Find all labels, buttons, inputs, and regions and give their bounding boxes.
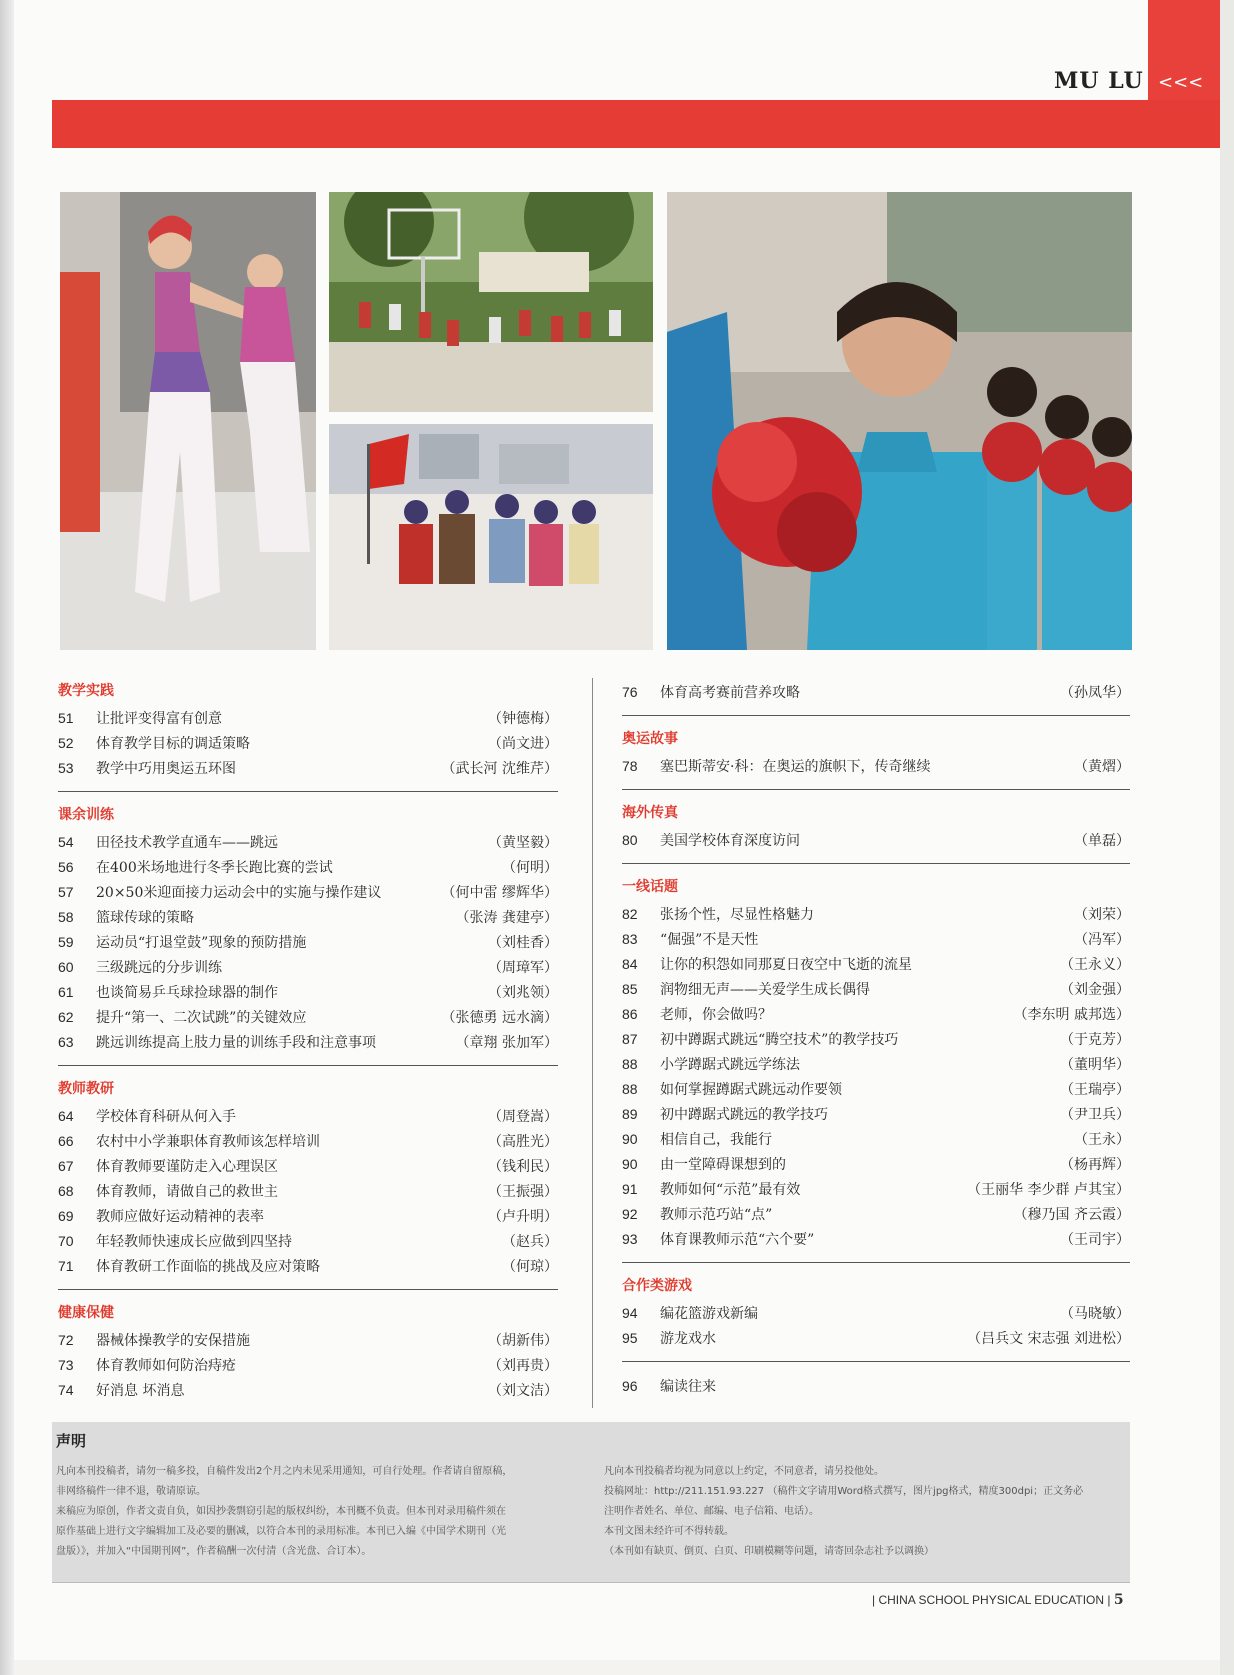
toc-page-number: 56 bbox=[58, 859, 74, 875]
toc-page-number: 58 bbox=[58, 909, 74, 925]
page-edge bbox=[1220, 0, 1234, 1675]
notice-line: 非网络稿件一律不退，敬请原谅。 bbox=[56, 1486, 206, 1497]
toc-title: 小学蹲踞式跳远学练法 bbox=[660, 1057, 800, 1073]
toc-title: 体育课教师示范“六个要” bbox=[660, 1232, 815, 1248]
toc-page-number: 89 bbox=[622, 1106, 638, 1122]
toc-page-number: 88 bbox=[622, 1056, 638, 1072]
toc-entry[interactable] bbox=[58, 855, 558, 880]
toc-title: 年轻教师快速成长应做到四坚持 bbox=[96, 1234, 292, 1250]
toc-entry[interactable] bbox=[622, 1177, 1130, 1202]
toc-title: 器械体操教学的安保措施 bbox=[96, 1333, 250, 1349]
toc-title: 好消息 坏消息 bbox=[96, 1383, 185, 1399]
toc-author: （胡新伟） bbox=[488, 1333, 558, 1349]
toc-entry[interactable] bbox=[58, 930, 558, 955]
toc-title: 体育教师要谨防走入心理误区 bbox=[96, 1159, 278, 1175]
toc-title: 篮球传球的策略 bbox=[96, 910, 194, 926]
toc-page-number: 80 bbox=[622, 832, 638, 848]
toc-page-number: 59 bbox=[58, 934, 74, 950]
toc-author: （何琼） bbox=[502, 1259, 558, 1275]
toc-entry[interactable] bbox=[622, 1052, 1130, 1077]
toc-author: （何明） bbox=[502, 860, 558, 876]
toc-entry[interactable] bbox=[622, 1127, 1130, 1152]
toc-title: 老师，你会做吗？ bbox=[660, 1007, 772, 1023]
toc-author: （钱利民） bbox=[488, 1159, 558, 1175]
section-title: 一线话题 bbox=[622, 879, 678, 895]
section-rule bbox=[622, 1361, 1130, 1362]
toc-entry[interactable] bbox=[58, 980, 558, 1005]
toc-author: （马晓敏） bbox=[1060, 1306, 1130, 1322]
toc-author: （周登嵩） bbox=[488, 1109, 558, 1125]
toc-page-number: 95 bbox=[622, 1330, 638, 1346]
toc-page-number: 83 bbox=[622, 931, 638, 947]
toc-page-number: 68 bbox=[58, 1183, 74, 1199]
toc-author: （吕兵文 宋志强 刘进松） bbox=[967, 1331, 1130, 1347]
toc-author: （刘再贵） bbox=[488, 1358, 558, 1374]
toc-author: （王振强） bbox=[488, 1184, 558, 1200]
toc-author: （赵兵） bbox=[502, 1234, 558, 1250]
toc-entry[interactable] bbox=[622, 927, 1130, 952]
section-title: 教师教研 bbox=[58, 1081, 114, 1097]
notice-line: 投稿网址：http://211.151.93.227 （稿件文字请用Word格式撰写，图片jpg格式，精度300dpi；正文务必 bbox=[604, 1486, 1084, 1497]
toc-author: （刘文洁） bbox=[488, 1383, 558, 1399]
toc-title: 张扬个性，尽显性格魅力 bbox=[660, 907, 814, 923]
toc-entry[interactable] bbox=[58, 731, 558, 756]
toc-author: （武长河 沈维芹） bbox=[441, 761, 558, 777]
toc-title: 编花篮游戏新编 bbox=[660, 1306, 758, 1322]
toc-title: 如何掌握蹲踞式跳远动作要领 bbox=[660, 1082, 842, 1098]
toc-entry[interactable] bbox=[622, 680, 1130, 705]
toc-entry[interactable] bbox=[58, 1104, 558, 1129]
toc-page-number: 84 bbox=[622, 956, 638, 972]
toc-page-number: 93 bbox=[622, 1231, 638, 1247]
photo-dancers bbox=[60, 192, 316, 650]
notice-left-text bbox=[56, 1462, 576, 1562]
toc-page-number: 63 bbox=[58, 1034, 74, 1050]
toc-author: （钟德梅） bbox=[488, 711, 558, 727]
toc-left-column bbox=[58, 680, 558, 1403]
toc-author: （张涛 龚建亭） bbox=[455, 910, 558, 926]
header-red-bar bbox=[52, 100, 1220, 148]
toc-author: （董明华） bbox=[1060, 1057, 1130, 1073]
toc-entry[interactable] bbox=[58, 1204, 558, 1229]
toc-page-number: 86 bbox=[622, 1006, 638, 1022]
toc-page-number: 96 bbox=[622, 1378, 638, 1394]
section-rule bbox=[622, 789, 1130, 790]
toc-page-number: 85 bbox=[622, 981, 638, 997]
toc-entry[interactable] bbox=[622, 828, 1130, 853]
toc-page-number: 72 bbox=[58, 1332, 74, 1348]
footer-rule bbox=[52, 1582, 1130, 1583]
toc-page-number: 82 bbox=[622, 906, 638, 922]
toc-page-number: 70 bbox=[58, 1233, 74, 1249]
toc-title: 三级跳远的分步训练 bbox=[96, 960, 222, 976]
toc-page-number: 57 bbox=[58, 884, 74, 900]
toc-page-number: 94 bbox=[622, 1305, 638, 1321]
toc-author: （刘兆领） bbox=[488, 985, 558, 1001]
toc-entry[interactable] bbox=[622, 1002, 1130, 1027]
toc-author: （冯军） bbox=[1074, 932, 1130, 948]
notice-line: 来稿应为原创，作者文责自负，如因抄袭剽窃引起的版权纠纷，本刊概不负责。但本刊对录用稿件须在 bbox=[56, 1506, 506, 1517]
photo-basketball bbox=[329, 192, 653, 412]
toc-author: （刘桂香） bbox=[488, 935, 558, 951]
toc-entry[interactable] bbox=[622, 1326, 1130, 1351]
toc-page-number: 64 bbox=[58, 1108, 74, 1124]
toc-entry[interactable] bbox=[58, 905, 558, 930]
toc-entry[interactable] bbox=[58, 1179, 558, 1204]
toc-author: （周璋军） bbox=[488, 960, 558, 976]
toc-page-number: 52 bbox=[58, 735, 74, 751]
toc-entry[interactable] bbox=[58, 1129, 558, 1154]
toc-page-number: 67 bbox=[58, 1158, 74, 1174]
section-rule bbox=[58, 1289, 558, 1290]
toc-author: （尚文进） bbox=[488, 736, 558, 752]
toc-title: 教师如何“示范”最有效 bbox=[660, 1182, 801, 1198]
toc-title: 让批评变得富有创意 bbox=[96, 711, 222, 727]
toc-author: （黄坚毅） bbox=[488, 835, 558, 851]
toc-author: （王丽华 李少群 卢其宝） bbox=[967, 1182, 1130, 1198]
toc-title: 体育教研工作面临的挑战及应对策略 bbox=[96, 1259, 320, 1275]
toc-entry[interactable] bbox=[58, 1229, 558, 1254]
toc-author: （章翔 张加军） bbox=[455, 1035, 558, 1051]
section-rule bbox=[622, 1262, 1130, 1263]
toc-title: 20×50米迎面接力运动会中的实施与操作建议 bbox=[96, 885, 382, 901]
toc-entry[interactable] bbox=[622, 1301, 1130, 1326]
toc-page-number: 92 bbox=[622, 1206, 638, 1222]
toc-entry[interactable] bbox=[58, 706, 558, 731]
toc-author: （卢升明） bbox=[488, 1209, 558, 1225]
toc-entry[interactable] bbox=[622, 1374, 1130, 1399]
toc-entry[interactable] bbox=[58, 1030, 558, 1055]
section-rule bbox=[58, 791, 558, 792]
toc-entry[interactable] bbox=[58, 1328, 558, 1353]
book-spine bbox=[0, 0, 14, 1675]
toc-title: 农村中小学兼职体育教师该怎样培训 bbox=[96, 1134, 320, 1150]
toc-author: （王永） bbox=[1074, 1132, 1130, 1148]
toc-page-number: 62 bbox=[58, 1009, 74, 1025]
page-footer bbox=[872, 1592, 1124, 1608]
toc-page-number: 60 bbox=[58, 959, 74, 975]
toc-title: “倔强”不是天性 bbox=[660, 932, 759, 948]
toc-page-number: 73 bbox=[58, 1357, 74, 1373]
toc-page-number: 61 bbox=[58, 984, 74, 1000]
toc-author: （刘荣） bbox=[1074, 907, 1130, 923]
section-rule bbox=[622, 863, 1130, 864]
toc-author: （于克芳） bbox=[1060, 1032, 1130, 1048]
toc-author: （杨再辉） bbox=[1060, 1157, 1130, 1173]
toc-author: （穆乃国 齐云霞） bbox=[1013, 1207, 1130, 1223]
toc-entry[interactable] bbox=[58, 880, 558, 905]
toc-entry[interactable] bbox=[622, 952, 1130, 977]
triple-chevron-icon: <<< bbox=[1158, 72, 1204, 93]
toc-title: 教师应做好运动精神的表率 bbox=[96, 1209, 264, 1225]
notice-line: 原作基础上进行文字编辑加工及必要的删减，以符合本刊的录用标准。本刊已入编《中国学术期刊（光 bbox=[56, 1526, 506, 1537]
toc-entry[interactable] bbox=[622, 1152, 1130, 1177]
toc-entry[interactable] bbox=[58, 955, 558, 980]
toc-title: 体育高考赛前营养攻略 bbox=[660, 685, 800, 701]
toc-page-number: 66 bbox=[58, 1133, 74, 1149]
notice-line: （本刊如有缺页、倒页、白页、印刷模糊等问题，请寄回杂志社予以调换） bbox=[604, 1546, 934, 1557]
notice-line: 凡向本刊投稿者，请勿一稿多投，自稿件发出2个月之内未见采用通知，可自行处理。作者请自留原稿， bbox=[56, 1466, 513, 1477]
toc-entry[interactable] bbox=[622, 1102, 1130, 1127]
toc-title: 运动员“打退堂鼓”现象的预防措施 bbox=[96, 935, 307, 951]
toc-page-number: 51 bbox=[58, 710, 74, 726]
magazine-name: | CHINA SCHOOL PHYSICAL EDUCATION | bbox=[872, 1593, 1111, 1607]
notice-line: 凡向本刊投稿者均视为同意以上约定，不同意者，请另投他处。 bbox=[604, 1466, 884, 1477]
toc-author: （李东明 戚邦选） bbox=[1013, 1007, 1130, 1023]
page-heading: MU LU bbox=[1054, 68, 1144, 94]
toc-title: 也谈简易乒乓球捡球器的制作 bbox=[96, 985, 278, 1001]
notice-box bbox=[52, 1422, 1130, 1582]
toc-author: （刘金强） bbox=[1060, 982, 1130, 998]
toc-title: 跳远训练提高上肢力量的训练手段和注意事项 bbox=[96, 1035, 376, 1051]
toc-title: 由一堂障碍课想到的 bbox=[660, 1157, 786, 1173]
section-title: 海外传真 bbox=[622, 805, 678, 821]
toc-page-number: 88 bbox=[622, 1081, 638, 1097]
toc-title: 相信自己，我能行 bbox=[660, 1132, 772, 1148]
toc-page-number: 90 bbox=[622, 1131, 638, 1147]
toc-title: 学校体育科研从何入手 bbox=[96, 1109, 236, 1125]
toc-page-number: 53 bbox=[58, 760, 74, 776]
toc-entry[interactable] bbox=[58, 756, 558, 781]
toc-title: 初中蹲踞式跳远的教学技巧 bbox=[660, 1107, 828, 1123]
toc-author: （何中雷 缪辉华） bbox=[441, 885, 558, 901]
toc-title: 让你的积怨如同那夏日夜空中飞逝的流星 bbox=[660, 957, 912, 973]
toc-author: （单磊） bbox=[1074, 833, 1130, 849]
toc-page-number: 76 bbox=[622, 684, 638, 700]
toc-title: 初中蹲踞式跳远“腾空技术”的教学技巧 bbox=[660, 1032, 899, 1048]
toc-entry[interactable] bbox=[58, 1254, 558, 1279]
column-divider bbox=[592, 678, 593, 1408]
section-rule bbox=[622, 715, 1130, 716]
section-title: 合作类游戏 bbox=[622, 1278, 692, 1294]
toc-page-number: 87 bbox=[622, 1031, 638, 1047]
notice-title: 声明 bbox=[56, 1432, 87, 1450]
section-title: 健康保健 bbox=[58, 1305, 114, 1321]
toc-author: （王瑞亭） bbox=[1060, 1082, 1130, 1098]
toc-entry[interactable] bbox=[58, 1154, 558, 1179]
toc-page-number: 54 bbox=[58, 834, 74, 850]
toc-title: 游龙戏水 bbox=[660, 1331, 716, 1347]
toc-page-number: 91 bbox=[622, 1181, 638, 1197]
toc-author: （王司宇） bbox=[1060, 1232, 1130, 1248]
toc-title: 体育教师，请做自己的救世主 bbox=[96, 1184, 278, 1200]
toc-title: 润物细无声——关爱学生成长偶得 bbox=[660, 982, 870, 998]
toc-entry[interactable] bbox=[622, 1227, 1130, 1252]
toc-entry[interactable] bbox=[58, 830, 558, 855]
toc-title: 体育教师如何防治痔疮 bbox=[96, 1358, 236, 1374]
photo-cheerleaders bbox=[667, 192, 1132, 650]
toc-entry[interactable] bbox=[622, 977, 1130, 1002]
toc-entry[interactable] bbox=[622, 754, 1130, 779]
section-title: 课余训练 bbox=[58, 807, 114, 823]
toc-entry[interactable] bbox=[58, 1378, 558, 1403]
toc-title: 美国学校体育深度访问 bbox=[660, 833, 800, 849]
notice-right-text bbox=[604, 1462, 1126, 1562]
toc-title: 塞巴斯蒂安·科：在奥运的旗帜下，传奇继续 bbox=[660, 759, 931, 775]
toc-title: 体育教学目标的调适策略 bbox=[96, 736, 250, 752]
toc-author: （黄熠） bbox=[1074, 759, 1130, 775]
toc-author: （孙凤华） bbox=[1060, 685, 1130, 701]
toc-title: 在400米场地进行冬季长跑比赛的尝试 bbox=[96, 860, 333, 876]
toc-author: （张德勇 远水滴） bbox=[441, 1010, 558, 1026]
toc-entry[interactable] bbox=[622, 902, 1130, 927]
toc-page-number: 90 bbox=[622, 1156, 638, 1172]
toc-title: 提升“第一、二次试跳”的关键效应 bbox=[96, 1010, 307, 1026]
notice-line: 盘版）》，并加入“中国期刊网”，作者稿酬一次付清（含光盘、合订本）。 bbox=[56, 1546, 372, 1557]
toc-entry[interactable] bbox=[622, 1027, 1130, 1052]
toc-right-column bbox=[622, 680, 1130, 1399]
notice-line: 注明作者姓名、单位、邮编、电子信箱、电话）。 bbox=[604, 1506, 819, 1517]
photo-snow-running bbox=[329, 424, 653, 650]
toc-entry[interactable] bbox=[58, 1353, 558, 1378]
notice-line: 本刊文图未经许可不得转载。 bbox=[604, 1526, 734, 1537]
toc-entry[interactable] bbox=[58, 1005, 558, 1030]
section-title: 教学实践 bbox=[58, 683, 114, 699]
toc-author: （尹卫兵） bbox=[1060, 1107, 1130, 1123]
toc-entry[interactable] bbox=[622, 1077, 1130, 1102]
toc-author: （王永义） bbox=[1060, 957, 1130, 973]
toc-title: 田径技术教学直通车——跳远 bbox=[96, 835, 278, 851]
toc-page-number: 78 bbox=[622, 758, 638, 774]
section-rule bbox=[58, 1065, 558, 1066]
page-number: 5 bbox=[1113, 1592, 1124, 1608]
toc-title: 教师示范巧站“点” bbox=[660, 1207, 773, 1223]
toc-page-number: 71 bbox=[58, 1258, 74, 1274]
toc-author: （高胜光） bbox=[488, 1134, 558, 1150]
section-title: 奥运故事 bbox=[622, 731, 678, 747]
toc-page-number: 69 bbox=[58, 1208, 74, 1224]
toc-page-number: 74 bbox=[58, 1382, 74, 1398]
toc-title: 编读往来 bbox=[660, 1379, 716, 1395]
toc-entry[interactable] bbox=[622, 1202, 1130, 1227]
toc-title: 教学中巧用奥运五环图 bbox=[96, 761, 236, 777]
